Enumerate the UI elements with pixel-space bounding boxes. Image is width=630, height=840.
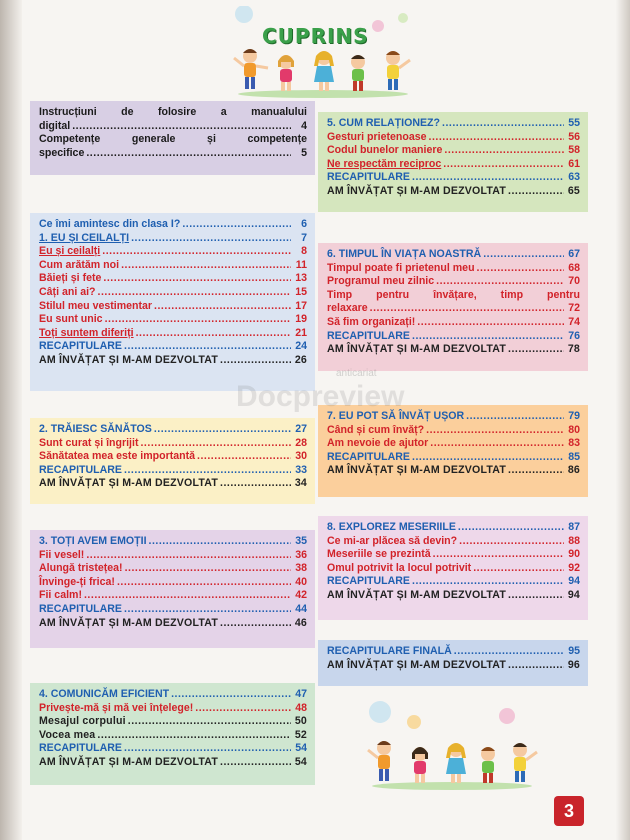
toc-entry[interactable]	[39, 437, 307, 451]
entry-text: Stilul meu vestimentar	[39, 299, 153, 312]
dot-leader	[508, 659, 564, 673]
dot-leader	[429, 131, 565, 145]
section-8-box	[318, 516, 588, 620]
entry-page: 90	[568, 548, 580, 561]
toc-entry[interactable]	[39, 756, 307, 770]
toc-entry[interactable]	[327, 562, 580, 576]
entry-page: 6	[301, 218, 307, 230]
entry-text: Învinge-ți frica!	[39, 575, 115, 588]
dot-leader	[197, 450, 291, 464]
entry-page: 38	[295, 562, 307, 575]
dot-leader	[124, 742, 291, 756]
toc-entry[interactable]	[327, 424, 580, 438]
dot-leader	[182, 218, 291, 232]
entry-text: RECAPITULARE	[327, 171, 410, 184]
dot-leader	[195, 702, 291, 716]
dot-leader	[105, 313, 291, 327]
entry-text: Am nevoie de ajutor	[327, 437, 429, 450]
entry-text: Meseriile se prezintă	[327, 548, 431, 561]
watermark-subtext: anticariat	[336, 368, 377, 379]
entry-text: Sănătatea mea este importantă	[39, 450, 196, 463]
entry-page: 19	[295, 313, 307, 326]
entry-text: digital	[39, 119, 71, 132]
entry-page: 40	[295, 575, 307, 588]
entry-text: Programul meu zilnic	[327, 275, 435, 288]
toc-entry[interactable]	[327, 302, 580, 316]
dot-leader	[154, 300, 291, 314]
toc-entry[interactable]	[327, 144, 580, 158]
dot-leader	[125, 562, 291, 576]
toc-entry[interactable]	[327, 464, 580, 478]
entry-page: 79	[568, 410, 580, 422]
entry-page: 67	[568, 248, 580, 260]
toc-entry[interactable]	[327, 548, 580, 562]
toc-entry[interactable]	[39, 549, 307, 563]
entry-page: 96	[567, 658, 580, 671]
toc-entry[interactable]	[39, 688, 307, 702]
section-1-box	[30, 213, 315, 391]
entry-text: 7. EU POT SĂ ÎNVĂȚ UȘOR	[327, 410, 465, 422]
entry-page: 76	[568, 329, 580, 342]
entry-page: 88	[568, 534, 580, 547]
entry-text: Mesajul corpului	[39, 715, 126, 728]
dot-leader	[102, 245, 291, 259]
entry-page: 21	[295, 326, 307, 339]
dot-leader	[417, 316, 564, 330]
entry-page: 48	[295, 701, 307, 714]
dot-leader	[86, 549, 291, 563]
entry-text: Când și cum învăț?	[327, 423, 425, 436]
entry-text: RECAPITULARE	[327, 329, 410, 342]
toc-entry[interactable]	[39, 313, 307, 327]
toc-entry[interactable]	[39, 259, 307, 273]
toc-entry[interactable]	[327, 262, 580, 276]
entry-page: 56	[568, 130, 580, 143]
entry-text: 5. CUM RELAȚIONEZ?	[327, 117, 440, 129]
entry-text: 2. TRĂIESC SĂNĂTOS	[39, 423, 152, 435]
toc-entry[interactable]	[327, 535, 580, 549]
toc-entry[interactable]	[327, 659, 580, 673]
dot-leader	[412, 171, 564, 185]
entry-text: Băieți și fete	[39, 272, 102, 285]
dot-leader	[508, 589, 564, 603]
entry-page: 17	[295, 299, 307, 312]
intro-line1a: Instrucțiuni de folosire a manualului	[39, 106, 307, 118]
entry-text: Ce îmi amintesc din clasa I?	[39, 218, 181, 230]
section-3-box	[30, 530, 315, 648]
dot-leader	[473, 562, 564, 576]
dot-leader	[508, 185, 564, 199]
page-number: 3	[554, 796, 584, 826]
dot-leader	[458, 521, 564, 535]
dot-leader	[454, 645, 564, 659]
toc-entry-line[interactable]: Timp pentru învățare, timp pentru	[327, 288, 580, 301]
dot-leader	[220, 756, 291, 770]
entry-text: Toți suntem diferiți	[39, 326, 134, 339]
dot-leader	[483, 248, 564, 262]
toc-entry[interactable]	[39, 354, 307, 368]
entry-text: Eu sunt unic	[39, 313, 103, 326]
entry-text: 1. EU ȘI CEILALȚI	[39, 231, 130, 244]
entry-page: 24	[295, 340, 307, 353]
toc-entry[interactable]	[39, 300, 307, 314]
toc-entry[interactable]	[39, 617, 307, 631]
dot-leader	[98, 286, 291, 300]
toc-entry[interactable]	[327, 316, 580, 330]
entry-page: 8	[301, 245, 307, 258]
entry-text: 8. EXPLOREZ MESERIILE	[327, 521, 456, 533]
intro-box	[30, 101, 315, 175]
toc-entry[interactable]	[39, 340, 307, 354]
entry-page: 65	[567, 184, 580, 197]
entry-page: 30	[295, 450, 307, 463]
entry-page: 52	[294, 728, 307, 741]
entry-text: Eu și ceilalți	[39, 245, 101, 258]
dot-leader	[86, 147, 291, 161]
entry-text: 6. TIMPUL ÎN VIAȚA NOASTRĂ	[327, 248, 482, 260]
toc-entry[interactable]	[39, 286, 307, 300]
dot-leader	[72, 120, 291, 134]
entry-page: 35	[295, 535, 307, 547]
entry-text: specifice	[39, 146, 85, 159]
entry-page: 61	[568, 157, 580, 170]
entry-text: RECAPITULARE FINALĂ	[327, 645, 452, 657]
entry-page: 86	[567, 464, 580, 477]
entry-page: 63	[568, 171, 580, 184]
toc-entry[interactable]	[327, 275, 580, 289]
dot-leader	[412, 330, 564, 344]
entry-page: 13	[295, 272, 307, 285]
toc-entry[interactable]	[39, 232, 307, 246]
entry-page: 58	[568, 144, 580, 157]
toc-entry[interactable]	[327, 437, 580, 451]
dot-leader	[149, 535, 291, 549]
entry-page: 4	[301, 119, 307, 132]
entry-page: 70	[568, 275, 580, 288]
section-6-box	[318, 243, 588, 371]
entry-text: 3. TOȚI AVEM EMOȚII	[39, 535, 147, 547]
dot-leader	[412, 451, 564, 465]
dot-leader	[508, 343, 564, 357]
dot-leader	[220, 354, 291, 368]
dot-leader	[370, 302, 564, 316]
dot-leader	[412, 575, 564, 589]
dot-leader	[136, 327, 291, 341]
dot-leader	[124, 603, 291, 617]
entry-page: 47	[295, 688, 307, 700]
toc-entry[interactable]	[39, 450, 307, 464]
dot-leader	[466, 410, 564, 424]
entry-text: AM ÎNVĂȚAT ȘI M-AM DEZVOLTAT	[327, 184, 506, 197]
dot-leader	[140, 437, 291, 451]
entry-page: 55	[568, 117, 580, 129]
kids-illustration-top	[228, 6, 418, 98]
entry-page: 78	[567, 343, 580, 356]
dot-leader	[124, 464, 291, 478]
entry-page: 54	[294, 755, 307, 768]
dot-leader	[444, 144, 564, 158]
toc-entry[interactable]	[39, 147, 307, 161]
entry-text: Gesturi prietenoase	[327, 130, 427, 143]
toc-entry[interactable]	[39, 702, 307, 716]
toc-entry[interactable]	[327, 171, 580, 185]
dot-leader	[426, 424, 564, 438]
entry-page: 72	[568, 302, 580, 315]
toc-entry[interactable]	[327, 589, 580, 603]
entry-text: AM ÎNVĂȚAT ȘI M-AM DEZVOLTAT	[39, 755, 218, 768]
dot-leader	[97, 729, 291, 743]
toc-entry[interactable]	[39, 218, 307, 232]
dot-leader	[124, 340, 291, 354]
page-edge-shadow	[616, 0, 630, 840]
dot-leader	[154, 423, 291, 437]
entry-page: 54	[295, 742, 307, 755]
toc-title: CUPRINS	[262, 24, 369, 48]
toc-entry[interactable]	[39, 603, 307, 617]
dot-leader	[220, 477, 291, 491]
dot-leader	[443, 158, 564, 172]
kids-illustration-bottom	[362, 700, 542, 790]
entry-text: Să fim organizați!	[327, 315, 416, 328]
entry-text: Privește-mă și mă vei înțelege!	[39, 701, 194, 714]
entry-text: Ne respectăm reciproc	[327, 157, 442, 170]
section-2-box	[30, 418, 315, 504]
toc-entry[interactable]	[39, 715, 307, 729]
entry-page: 74	[568, 315, 580, 328]
section-4-box	[30, 683, 315, 785]
dot-leader	[442, 117, 564, 131]
dot-leader	[117, 576, 291, 590]
toc-entry[interactable]	[39, 576, 307, 590]
dot-leader	[121, 259, 291, 273]
toc-entry[interactable]	[39, 729, 307, 743]
entry-text: RECAPITULARE	[327, 450, 410, 463]
entry-page: 83	[568, 437, 580, 450]
toc-entry[interactable]	[39, 742, 307, 756]
dot-leader	[436, 275, 564, 289]
toc-entry[interactable]	[327, 645, 580, 659]
entry-text: RECAPITULARE	[39, 602, 122, 615]
dot-leader	[131, 232, 291, 246]
final-review-box	[318, 640, 588, 686]
toc-entry[interactable]	[327, 343, 580, 357]
dot-leader	[477, 262, 564, 276]
entry-page: 33	[295, 463, 307, 476]
entry-text: Codul bunelor maniere	[327, 144, 443, 157]
intro-line2a: Competențe generale și competențe	[39, 133, 307, 146]
entry-page: 7	[301, 231, 307, 244]
entry-page: 26	[294, 353, 307, 366]
entry-text: AM ÎNVĂȚAT ȘI M-AM DEZVOLTAT	[327, 658, 506, 671]
dot-leader	[430, 437, 564, 451]
dot-leader	[220, 617, 291, 631]
toc-entry[interactable]	[39, 589, 307, 603]
toc-entry[interactable]	[39, 423, 307, 437]
entry-text: Alungă tristețea!	[39, 562, 123, 575]
entry-page: 80	[568, 423, 580, 436]
dot-leader	[459, 535, 564, 549]
entry-text: AM ÎNVĂȚAT ȘI M-AM DEZVOLTAT	[39, 353, 218, 366]
dot-leader	[128, 715, 291, 729]
entry-text: RECAPITULARE	[39, 742, 122, 755]
entry-text: Vocea mea	[39, 728, 96, 741]
toc-entry[interactable]	[327, 248, 580, 262]
toc-entry[interactable]	[327, 131, 580, 145]
entry-page: 36	[295, 548, 307, 561]
toc-entry[interactable]	[39, 327, 307, 341]
section-5-box	[318, 112, 588, 212]
watermark: Docpreview	[236, 380, 405, 413]
entry-page: 68	[568, 261, 580, 274]
entry-text: Ce mi-ar plăcea să devin?	[327, 534, 458, 547]
toc-entry[interactable]	[39, 272, 307, 286]
toc-entry[interactable]	[39, 120, 307, 134]
binding-shadow	[0, 0, 22, 840]
entry-text: Fii calm!	[39, 589, 82, 602]
entry-page: 94	[568, 575, 580, 588]
entry-text: AM ÎNVĂȚAT ȘI M-AM DEZVOLTAT	[39, 616, 218, 629]
toc-entry[interactable]	[327, 575, 580, 589]
dot-leader	[84, 589, 291, 603]
dot-leader	[508, 464, 564, 478]
entry-text: RECAPITULARE	[39, 463, 122, 476]
entry-text: relaxare	[327, 302, 368, 315]
toc-entry[interactable]	[327, 158, 580, 172]
entry-text: AM ÎNVĂȚAT ȘI M-AM DEZVOLTAT	[327, 464, 506, 477]
toc-entry[interactable]	[39, 245, 307, 259]
entry-page: 50	[294, 715, 307, 728]
toc-entry[interactable]	[327, 117, 580, 131]
dot-leader	[433, 548, 564, 562]
entry-page: 94	[567, 588, 580, 601]
entry-page: 34	[294, 477, 307, 490]
toc-entry[interactable]	[39, 562, 307, 576]
dot-leader	[171, 688, 291, 702]
entry-page: 28	[295, 436, 307, 449]
entry-page: 95	[568, 645, 580, 657]
entry-text: RECAPITULARE	[327, 575, 410, 588]
entry-text: Fii vesel!	[39, 548, 85, 561]
entry-page: 87	[568, 521, 580, 533]
entry-page: 11	[295, 258, 307, 271]
entry-page: 27	[295, 423, 307, 435]
entry-page: 44	[295, 602, 307, 615]
entry-text: RECAPITULARE	[39, 340, 122, 353]
toc-entry[interactable]	[327, 451, 580, 465]
entry-page: 92	[568, 561, 580, 574]
toc-entry[interactable]	[327, 185, 580, 199]
entry-page: 42	[295, 589, 307, 602]
entry-page: 15	[295, 285, 307, 298]
entry-text: Timpul poate fi prietenul meu	[327, 261, 475, 274]
entry-text: Sunt curat și îngrijit	[39, 436, 139, 449]
section-7-box	[318, 405, 588, 497]
toc-entry[interactable]	[327, 330, 580, 344]
entry-text: Cum arătăm noi	[39, 258, 120, 271]
entry-page: 85	[568, 450, 580, 463]
entry-text: 4. COMUNICĂM EFICIENT	[39, 688, 170, 700]
entry-text: AM ÎNVĂȚAT ȘI M-AM DEZVOLTAT	[327, 588, 506, 601]
toc-entry[interactable]	[39, 535, 307, 549]
toc-entry[interactable]	[39, 477, 307, 491]
entry-text: AM ÎNVĂȚAT ȘI M-AM DEZVOLTAT	[327, 343, 506, 356]
toc-entry[interactable]	[327, 521, 580, 535]
toc-entry[interactable]	[39, 464, 307, 478]
dot-leader	[103, 272, 291, 286]
entry-text: AM ÎNVĂȚAT ȘI M-AM DEZVOLTAT	[39, 477, 218, 490]
entry-text: Omul potrivit la locul potrivit	[327, 561, 472, 574]
entry-page: 5	[301, 146, 307, 159]
entry-text: Câți ani ai?	[39, 285, 96, 298]
entry-page: 46	[294, 616, 307, 629]
